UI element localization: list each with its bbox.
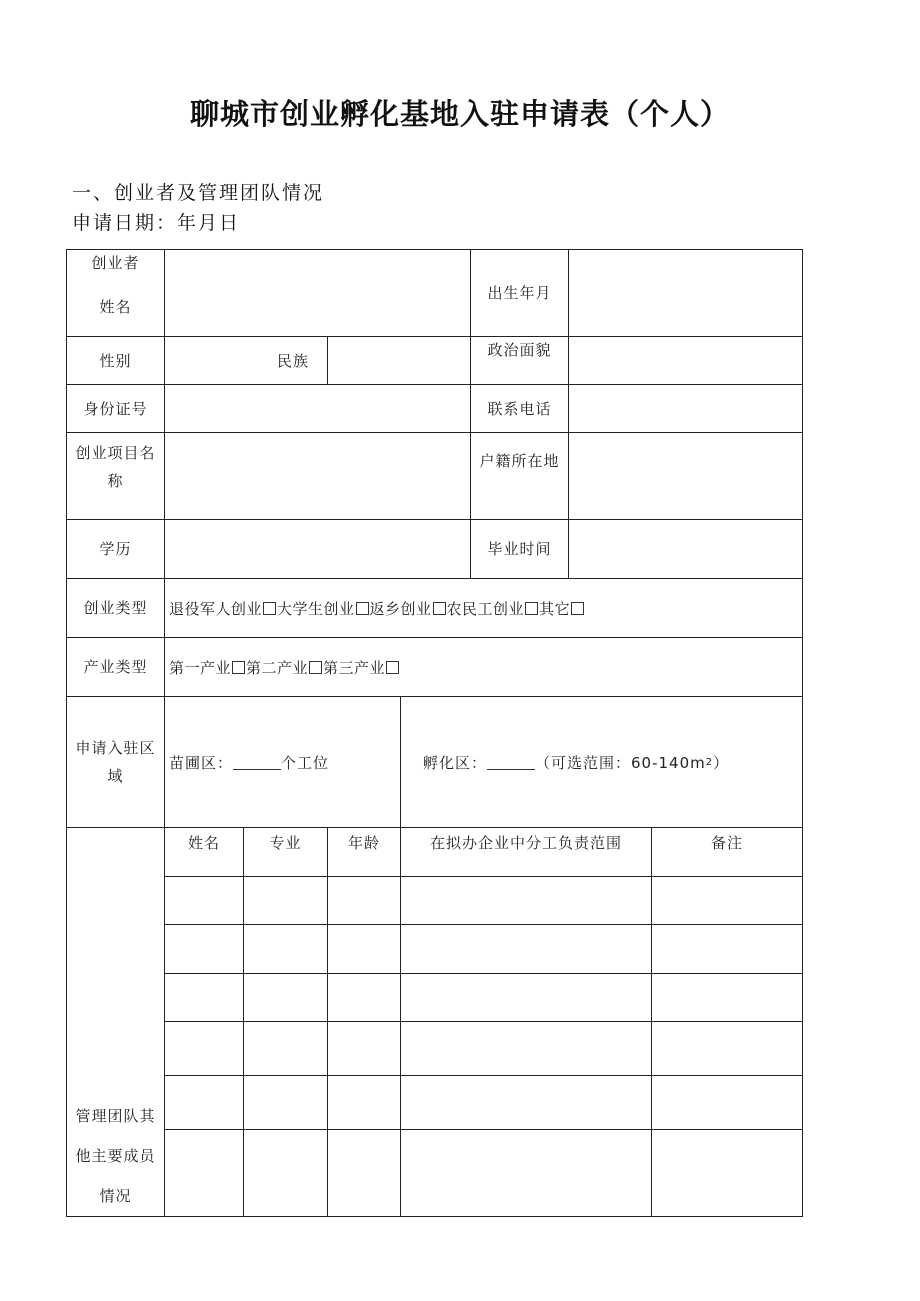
phone-field[interactable]	[569, 385, 802, 432]
incubator-zone-label: 孵化区：	[423, 753, 488, 772]
graduation-field[interactable]	[569, 520, 802, 578]
industry-type-options	[165, 638, 802, 696]
founder-name-label-line2: 姓名	[99, 298, 132, 316]
birth-field[interactable]	[569, 250, 802, 336]
page-title: 聊城市创业孵化基地入驻申请表（个人）	[189, 97, 730, 131]
seedling-workstation-input[interactable]	[233, 755, 281, 770]
team-label-line3: 情况	[99, 1186, 132, 1205]
team-row[interactable]	[165, 1076, 802, 1129]
team-label	[67, 1095, 164, 1216]
project-name-field[interactable]	[165, 433, 470, 519]
startup-option-veteran: 退役军人创业	[169, 599, 263, 618]
team-header-major: 专业	[269, 834, 302, 852]
team-row[interactable]	[165, 974, 802, 1021]
team-row[interactable]	[165, 877, 802, 924]
form-border-bottom	[66, 1216, 803, 1217]
team-header-age: 年龄	[347, 834, 380, 852]
founder-name-label-line1: 创业者	[91, 254, 140, 272]
incubator-range-unit-sup: 2	[705, 756, 714, 768]
project-name-label-line2: 称	[107, 472, 124, 490]
incubator-area-input[interactable]	[487, 755, 535, 770]
political-label: 政治面貌	[487, 341, 552, 359]
checkbox-secondary[interactable]	[309, 661, 322, 674]
startup-option-returnee: 返乡创业	[369, 599, 432, 618]
id-number-label: 身份证号	[83, 399, 148, 418]
checkbox-returnee[interactable]	[433, 602, 446, 615]
apply-date: 申请日期：年月日	[72, 212, 241, 234]
team-row[interactable]	[165, 1022, 802, 1075]
checkbox-graduate[interactable]	[356, 602, 369, 615]
seedling-zone	[165, 697, 400, 827]
project-name-label	[67, 433, 164, 519]
startup-option-other: 其它	[539, 599, 571, 618]
industry-option-secondary: 第二产业	[246, 658, 309, 677]
project-name-label-line1: 创业项目名	[75, 444, 156, 462]
founder-name-label	[67, 250, 164, 336]
gender-label: 性别	[99, 351, 132, 370]
zone-label-line1: 申请入驻区	[75, 739, 156, 757]
phone-label: 联系电话	[487, 399, 552, 418]
team-label-line1: 管理团队其	[75, 1106, 156, 1125]
team-label-line2: 他主要成员	[75, 1146, 156, 1165]
seedling-zone-label: 苗圃区：	[169, 753, 234, 772]
birth-label: 出生年月	[487, 284, 552, 302]
education-field[interactable]	[165, 520, 470, 578]
incubator-range-close: ）	[713, 753, 730, 772]
team-row[interactable]	[165, 925, 802, 973]
startup-option-migrant: 农民工创业	[446, 599, 525, 618]
zone-label-line2: 域	[107, 767, 124, 785]
political-field[interactable]	[569, 337, 802, 384]
checkbox-veteran[interactable]	[263, 602, 276, 615]
education-label: 学历	[99, 540, 132, 558]
hukou-label: 户籍所在地	[479, 452, 560, 470]
graduation-label: 毕业时间	[487, 540, 552, 558]
startup-type-label: 创业类型	[83, 599, 148, 617]
industry-type-label: 产业类型	[83, 658, 148, 676]
incubator-zone	[401, 697, 802, 827]
section-heading: 一、创业者及管理团队情况	[72, 182, 325, 204]
team-row[interactable]	[165, 1130, 802, 1216]
id-number-field[interactable]	[165, 385, 470, 432]
startup-type-options	[165, 579, 802, 637]
team-header-remarks: 备注	[710, 834, 743, 852]
industry-option-primary: 第一产业	[169, 658, 232, 677]
zone-label	[67, 697, 164, 827]
team-header-name: 姓名	[187, 834, 220, 852]
form-border-right	[802, 249, 803, 1217]
ethnicity-label: 民族	[276, 352, 309, 370]
team-header-responsibility: 在拟办企业中分工负责范围	[429, 834, 622, 852]
checkbox-primary[interactable]	[232, 661, 245, 674]
checkbox-migrant[interactable]	[525, 602, 538, 615]
seedling-zone-unit: 个工位	[281, 753, 330, 772]
checkbox-other[interactable]	[571, 602, 584, 615]
industry-option-tertiary: 第三产业	[323, 658, 386, 677]
checkbox-tertiary[interactable]	[386, 661, 399, 674]
hukou-field[interactable]	[569, 433, 802, 519]
incubator-range: （可选范围：60-140m	[535, 753, 706, 772]
startup-option-graduate: 大学生创业	[277, 599, 355, 618]
ethnicity-field[interactable]	[328, 337, 470, 384]
founder-name-field[interactable]	[165, 250, 470, 336]
